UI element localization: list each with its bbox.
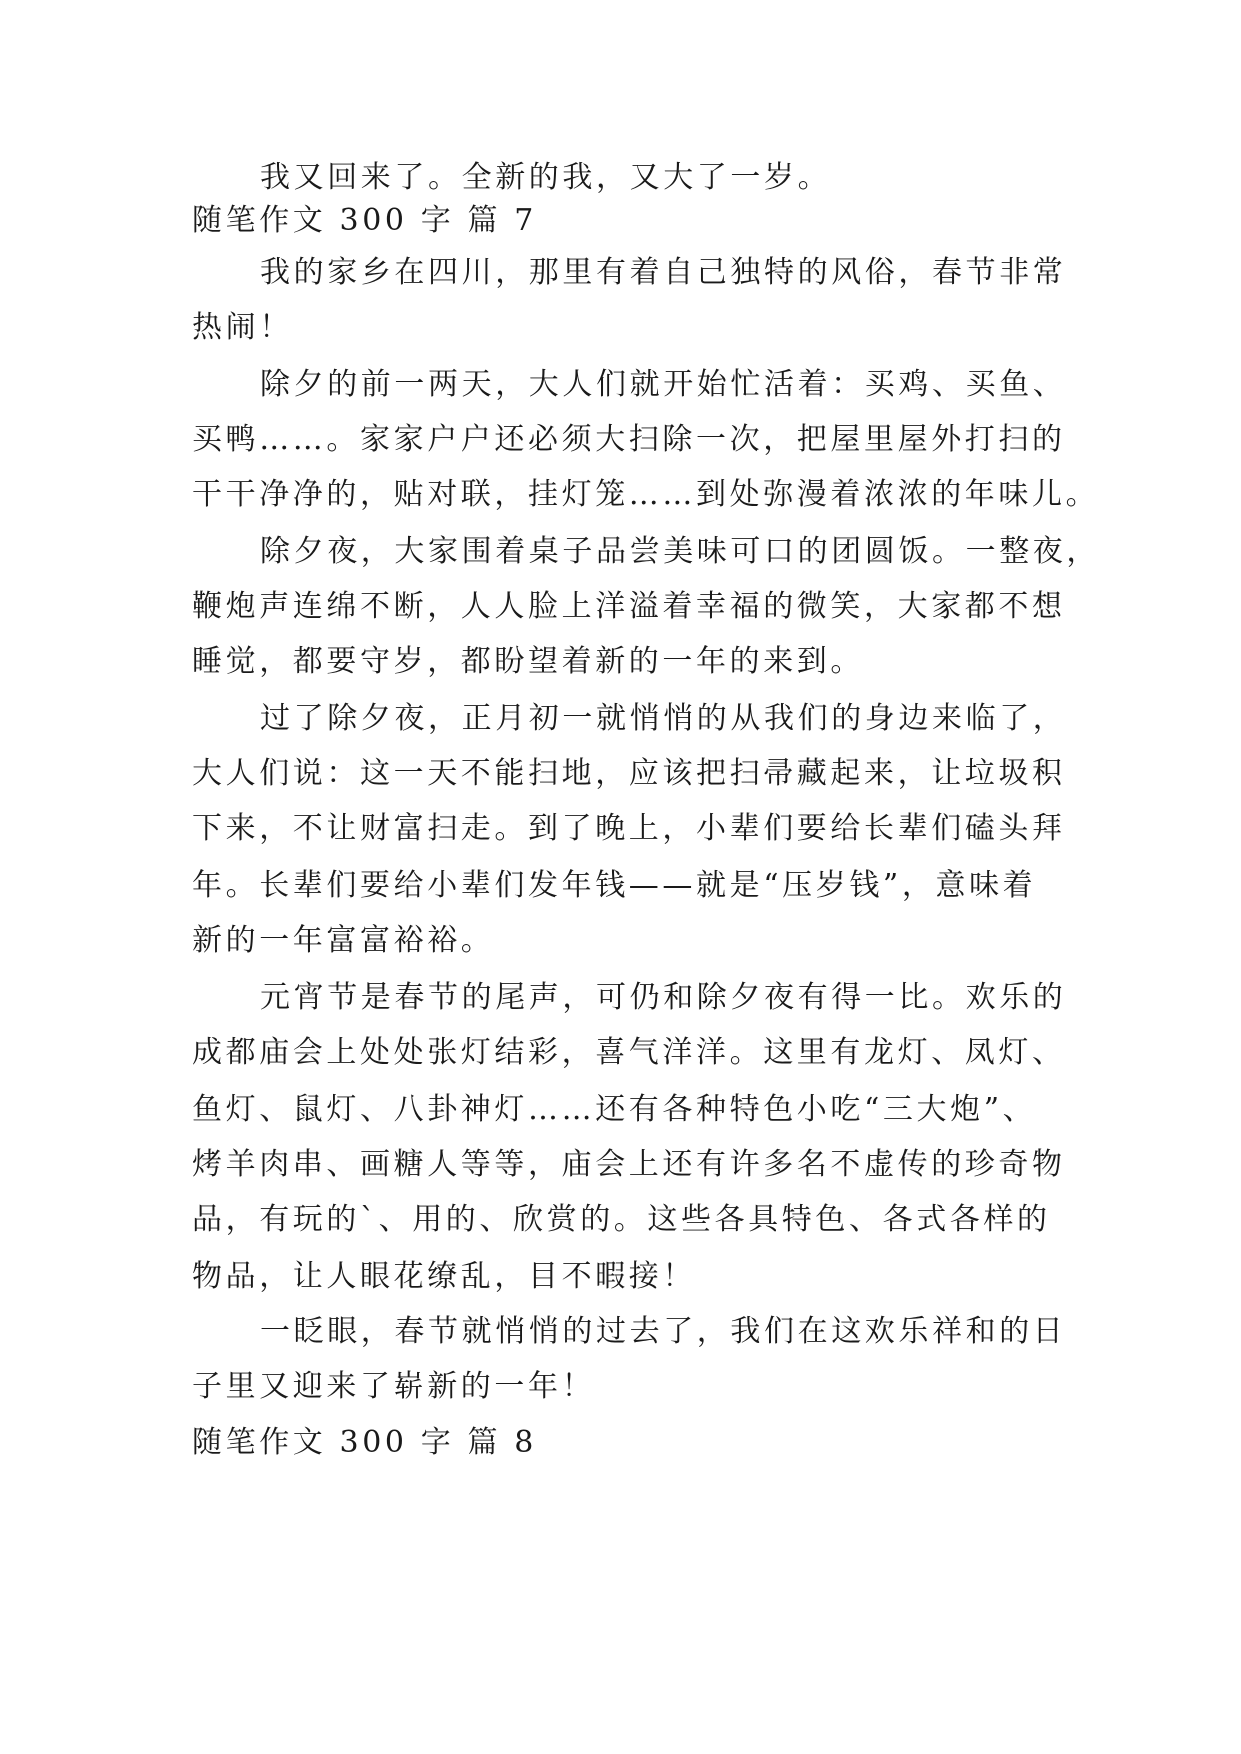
text-line: 下来，不让财富扫走。到了晚上，小辈们要给长辈们磕头拜: [192, 811, 1066, 846]
text-line: 大人们说：这一天不能扫地，应该把扫帚藏起来，让垃圾积: [192, 756, 1066, 791]
text-line: 热闹！: [192, 310, 293, 345]
text-line: 成都庙会上处处张灯结彩，喜气洋洋。这里有龙灯、凤灯、: [192, 1035, 1066, 1070]
paragraph-closing-line: 我又回来了。全新的我，又大了一岁。: [260, 160, 832, 195]
text-line: 一眨眼，春节就悄悄的过去了，我们在这欢乐祥和的日: [260, 1314, 1067, 1349]
text-line: 除夕的前一两天，大人们就开始忙活着：买鸡、买鱼、: [260, 367, 1067, 402]
text-line: 我的家乡在四川，那里有着自己独特的风俗，春节非常: [260, 255, 1067, 290]
text-line: 鞭炮声连绵不断，人人脸上洋溢着幸福的微笑，大家都不想: [192, 589, 1066, 624]
text-line: 买鸭……。家家户户还必须大扫除一次，把屋里屋外打扫的: [192, 422, 1066, 457]
section-heading-8: 随笔作文 300 字 篇 8: [192, 1425, 537, 1460]
text-line: 年。长辈们要给小辈们发年钱——就是“压岁钱”，意味着: [192, 868, 1037, 903]
text-line: 干干净净的，贴对联，挂灯笼……到处弥漫着浓浓的年味儿。: [192, 477, 1100, 512]
text-line: 品，有玩的`、用的、欣赏的。这些各具特色、各式各样的: [192, 1202, 1051, 1237]
text-line: 除夕夜，大家围着桌子品尝美味可口的团圆饭。一整夜，: [260, 534, 1100, 569]
text-line: 烤羊肉串、画糖人等等，庙会上还有许多名不虚传的珍奇物: [192, 1147, 1066, 1182]
section-heading-7: 随笔作文 300 字 篇 7: [192, 203, 537, 238]
text-line: 元宵节是春节的尾声，可仍和除夕夜有得一比。欢乐的: [260, 980, 1067, 1015]
text-line: 过了除夕夜，正月初一就悄悄的从我们的身边来临了，: [260, 701, 1067, 736]
text-line: 子里又迎来了崭新的一年！: [192, 1369, 596, 1404]
text-line: 鱼灯、鼠灯、八卦神灯……还有各种特色小吃“三大炮”、: [192, 1092, 1037, 1127]
text-line: 物品，让人眼花缭乱，目不暇接！: [192, 1259, 696, 1294]
text-line: 睡觉，都要守岁，都盼望着新的一年的来到。: [192, 644, 864, 679]
text-line: 新的一年富富裕裕。: [192, 923, 495, 958]
